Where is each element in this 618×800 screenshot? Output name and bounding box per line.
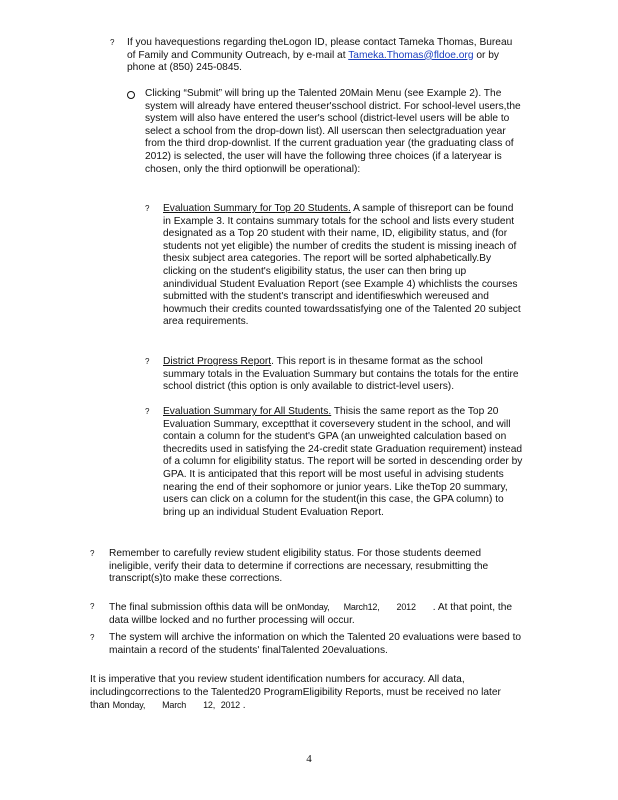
option-top20-paragraph xyxy=(163,203,521,329)
final-text-before: The final submission ofthis data will be on xyxy=(109,602,298,613)
page-number: 4 xyxy=(306,753,312,765)
logon-text-after: or by phone at (850) 245-0845. xyxy=(127,49,499,74)
option-title: District Progress Report xyxy=(163,356,272,367)
final-date-year: 2012 xyxy=(396,602,416,612)
logon-text: If you havequestions regarding theLogon ID, please contact Tameka Thomas, Bureau of Family and Community Outreach, by e-mail at xyxy=(127,37,513,61)
closing-date-day: Monday, xyxy=(112,700,146,711)
option-text: . This report is in thesame format as the school summary totals in the Evaluation Summary but contains the totals for the entire school district (this option is only available to district-level users). xyxy=(163,356,519,393)
email-link[interactable]: Tameka.Thomas@fldoe.org xyxy=(348,49,474,61)
remember-paragraph: Remember to carefully review student eligibility status. For those students deemed ineligible, verify their data to determine if corrections are necessary, resubmitting the transcript(s)to make these corrections. xyxy=(109,548,489,585)
bullet-marker: ? xyxy=(145,407,150,416)
closing-text-after: . xyxy=(239,700,246,712)
bullet-marker: ? xyxy=(110,38,115,47)
circle-bullet-icon xyxy=(127,91,135,99)
closing-date-num: 12, xyxy=(203,700,216,711)
option-title: Evaluation Summary for Top 20 Students. xyxy=(163,203,351,214)
final-text-after: . At that point, the data willbe locked and no further processing will occur. xyxy=(109,602,513,626)
logon-paragraph xyxy=(127,37,522,75)
bullet-marker: ? xyxy=(90,633,95,642)
bullet-marker: ? xyxy=(145,204,150,213)
submit-paragraph: Clicking “Submit” will bring up the Talented 20Main Menu (see Example 2). The system will already have entered theuser'sschool district. For school-level users,the system will also have entered the user's school (district-level users will be able to select a school from the drop-down list). All userscan then selectgraduation year from the third drop-downlist. If the current graduation year (the graduating class of 2012) is selected, the user will have the following three choices (if a lateryear is chosen, only the third optionwill be operational): xyxy=(145,88,521,175)
closing-paragraph xyxy=(90,674,520,713)
option-district-paragraph xyxy=(163,356,521,394)
closing-date-month: March xyxy=(162,700,187,711)
final-date-month: March12, xyxy=(343,602,380,612)
option-text: A sample of thisreport can be found in Example 3. It contains summary totals for the school and lists every student designated as a Top 20 student with their name, ID, eligibility status, and (for students not yet eligible) the number of credits the student is missing ineach of thesix subject area categories. The report will be sorted alphabetically.By clicking on the student's eligibility status, the user can then bring up anindividual Student Evaluation Report (see Example 4) whichlists the courses submitted with the student's transcript and identifieswhich wereused and howmuch their credits counted towardssatisfying one of the Talented 20 subject area requirements. xyxy=(163,203,521,328)
option-all-students-paragraph xyxy=(163,406,523,519)
closing-date-year: 2012 xyxy=(220,700,240,711)
closing-text-before: It is imperative that you review student identification numbers for accuracy. All data, includingcorrections to the Talented20 ProgramEligibility Reports, must be received no later than xyxy=(90,674,501,712)
archive-paragraph: The system will archive the information on which the Talented 20 evaluations were based to maintain a record of the students' finalTalented 20evaluations. xyxy=(109,632,522,656)
final-submission-paragraph xyxy=(109,601,523,627)
option-title: Evaluation Summary for All Students. xyxy=(163,406,332,417)
bullet-marker: ? xyxy=(90,602,95,611)
bullet-marker: ? xyxy=(90,549,95,558)
option-text: Thisis the same report as the Top 20 Evaluation Summary, exceptthat it coversevery student in the school, and will contain a column for the student's GPA (an unweighted calculation based on thecredits used in satisfying the 24-credit state Graduation requirement) instead of a column for eligibility status. The report will be sorted in descending order by GPA. It is anticipated that this report will be most useful in advising students nearing the end of their sophomore or junior years. Like theTop 20 summary, users can click on a column for the student(in this case, the GPA column) to bring up an individual Student Evaluation Report. xyxy=(163,406,523,518)
final-date-day: Monday, xyxy=(297,602,330,612)
bullet-marker: ? xyxy=(145,357,150,366)
